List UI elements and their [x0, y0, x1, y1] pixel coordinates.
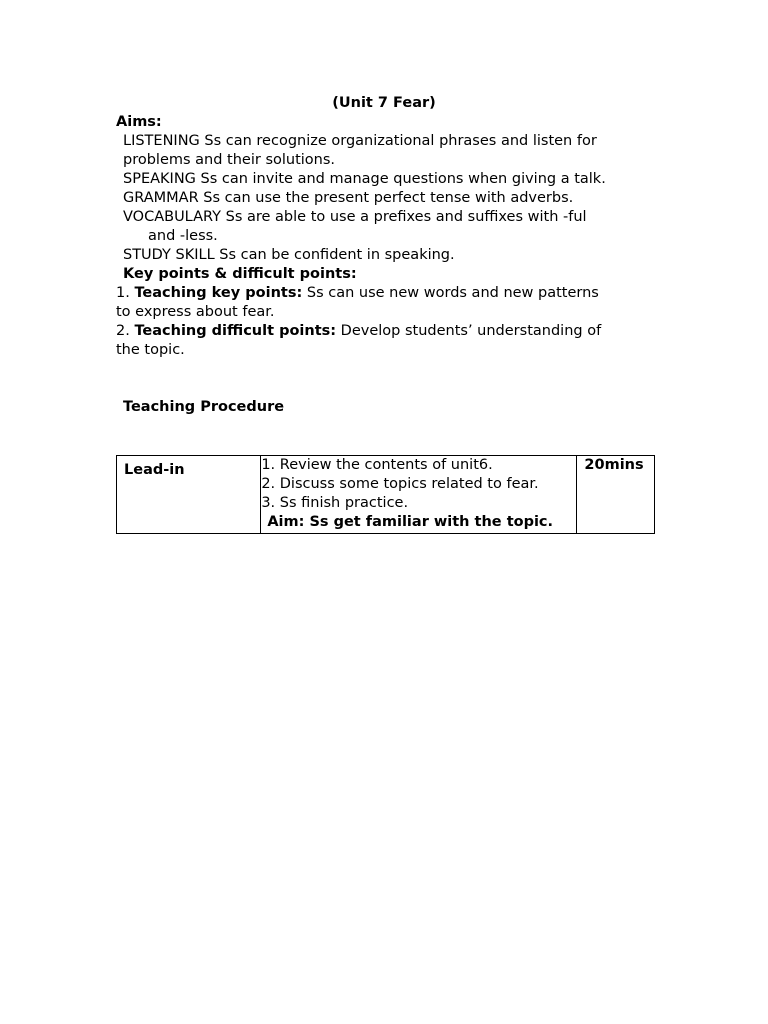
key-point-1-number: 1.	[116, 285, 135, 301]
steps-cell	[261, 456, 577, 534]
key-point-2-text: Develop students’ understanding of	[336, 323, 602, 339]
aims-heading: Aims:	[116, 114, 162, 130]
key-point-2	[116, 322, 656, 341]
aim-vocabulary-line1: VOCABULARY Ss are able to use a prefixes and suffixes with -ful	[123, 209, 587, 225]
step-item: 2. Discuss some topics related to fear.	[261, 476, 539, 492]
step-item: 3. Ss finish practice.	[261, 495, 409, 511]
key-point-1-label: Teaching key points:	[134, 285, 303, 301]
key-point-2-number: 2.	[116, 323, 135, 339]
aim-vocabulary-line2: and -less.	[148, 228, 218, 244]
spacer	[116, 360, 656, 398]
key-point-1-text: Ss can use new words and new patterns	[302, 285, 599, 301]
time-cell: 20mins	[577, 456, 655, 534]
key-points-heading: Key points & difficult points:	[123, 266, 357, 282]
document-title: (Unit 7 Fear)	[332, 95, 436, 111]
aim-listening-line1: LISTENING Ss can recognize organizational phrases and listen for	[123, 133, 597, 149]
key-point-1	[116, 284, 656, 303]
procedure-heading: Teaching Procedure	[123, 399, 285, 415]
aim-listening-line2: problems and their solutions.	[123, 152, 336, 168]
aim-grammar: GRAMMAR Ss can use the present perfect tense with adverbs.	[123, 190, 574, 206]
spacer	[116, 417, 656, 455]
key-point-1-continued: to express about fear.	[116, 304, 275, 320]
step-aim: Aim: Ss get familiar with the topic.	[267, 514, 554, 530]
procedure-table	[116, 455, 655, 534]
aim-study-skill: STUDY SKILL Ss can be confident in speaking.	[123, 247, 455, 263]
step-item: 1. Review the contents of unit6.	[261, 457, 493, 473]
aim-speaking: SPEAKING Ss can invite and manage questions when giving a talk.	[123, 171, 606, 187]
key-point-2-continued: the topic.	[116, 342, 185, 358]
table-row	[117, 456, 655, 534]
stage-cell: Lead-in	[117, 456, 261, 534]
key-point-2-label: Teaching difficult points:	[134, 323, 337, 339]
document-page	[116, 94, 656, 534]
